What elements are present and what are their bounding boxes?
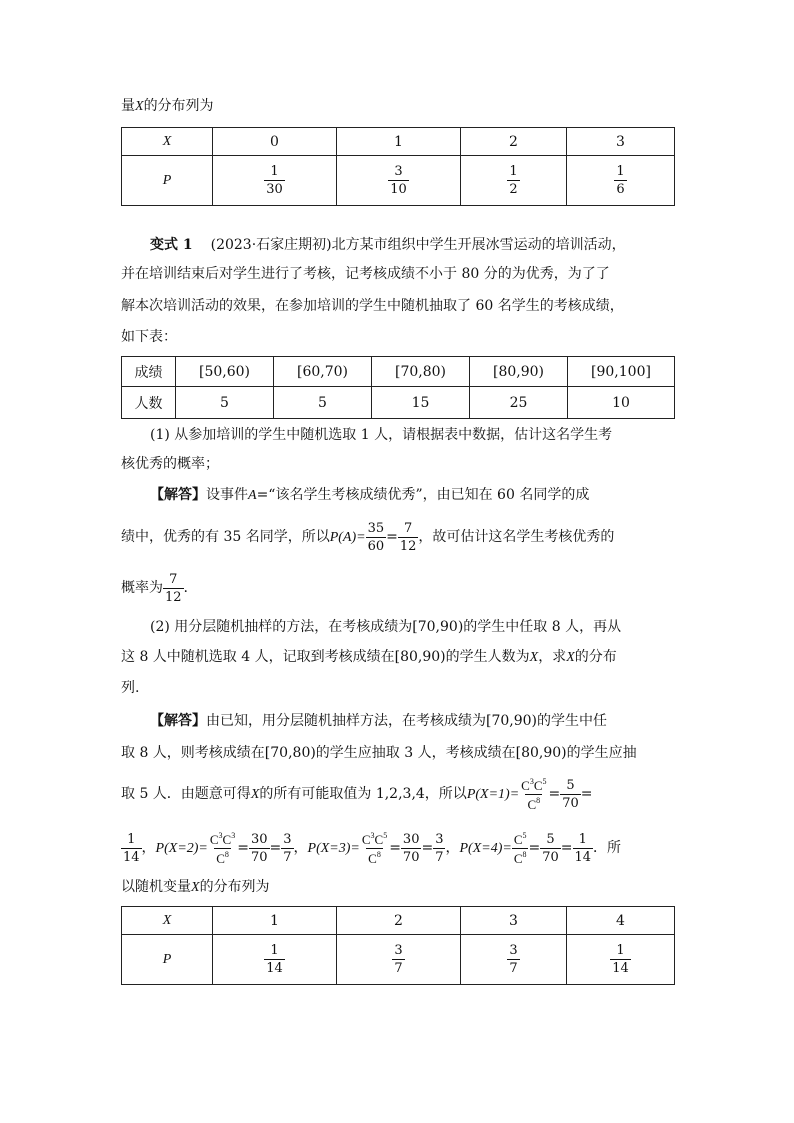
q2-answer-line-2: 取 8 人，则考核成绩在[70,80)的学生应抽取 3 人，考核成绩在[80,90)的学生应抽: [121, 745, 637, 761]
variant-line-2: 并在培训结束后对学生进行了考核，记考核成绩不小于 80 分的为优秀，为了了: [121, 266, 610, 282]
table-cell: 10: [568, 387, 675, 419]
q2-answer-line-1: 【解答】由已知，用分层随机抽样方法，在考核成绩为[70,90)的学生中任: [150, 713, 608, 729]
table-header-cell: P: [122, 156, 213, 206]
table-cell: 25: [470, 387, 568, 419]
table-cell: 4: [567, 907, 675, 935]
q2-line-3: 列.: [121, 680, 140, 696]
table-header-cell: P: [122, 935, 213, 985]
table-cell: 0: [213, 128, 337, 156]
table-cell: 1: [337, 128, 461, 156]
table-cell: [50,60): [176, 357, 274, 387]
distribution-table-bottom: [121, 906, 675, 985]
table-cell: $\frac{3}{10}$: [337, 156, 461, 206]
q1-line-1: (1) 从参加培训的学生中随机选取 1 人，请根据表中数据，估计这名学生考: [150, 427, 613, 443]
table-cell: 5: [274, 387, 372, 419]
table-cell: 3: [567, 128, 675, 156]
q2-answer-line-3: 取 5 人．由题意可得X的所有可能取值为 1,2,3,4，所以P(X=1)= $\frac{C^3C^5}{C^8}$ = $\frac{5}{70}$ =: [121, 776, 593, 812]
table-cell: [70,80): [372, 357, 470, 387]
variant-line-4: 如下表：: [121, 329, 177, 345]
distribution-table-top: [121, 127, 675, 206]
answer-label: 【解答】: [150, 487, 206, 503]
table-header-cell: X: [122, 907, 213, 935]
table-cell: [90,100]: [568, 357, 675, 387]
q1-answer-line-3: 概率为 $\frac{7}{12}$ .: [121, 571, 188, 605]
variant-label: 变式 1: [150, 237, 193, 253]
table-cell: 2: [461, 128, 567, 156]
scores-table: [121, 356, 675, 419]
table-cell: [80,90): [470, 357, 568, 387]
q1-answer-line-1: 【解答】设事件A=“该名学生考核成绩优秀”，由已知在 60 名同学的成: [150, 487, 590, 503]
table-cell: $\frac{1}{14}$: [567, 935, 675, 985]
q2-answer-line-6: 以随机变量X的分布列为: [121, 879, 270, 895]
q2-line-1: (2) 用分层随机抽样的方法，在考核成绩为[70,90)的学生中任取 8 人，再从: [150, 619, 622, 635]
table-header-cell: X: [122, 128, 213, 156]
variant-line-1: 变式 1 (2023·石家庄期初)北方某市组织中学生开展冰雪运动的培训活动，: [150, 237, 626, 253]
answer-label: 【解答】: [150, 713, 206, 729]
table-cell: 2: [337, 907, 461, 935]
table-header-cell: 成绩: [122, 357, 176, 387]
variant-source: (2023·石家庄期初): [210, 237, 332, 253]
intro-line: 量X的分布列为: [121, 98, 214, 114]
table-cell: 5: [176, 387, 274, 419]
table-cell: 1: [213, 907, 337, 935]
table-cell: $\frac{1}{2}$: [461, 156, 567, 206]
table-cell: $\frac{1}{14}$: [213, 935, 337, 985]
q1-line-2: 核优秀的概率；: [121, 456, 219, 472]
table-cell: $\frac{3}{7}$: [461, 935, 567, 985]
table-cell: [60,70): [274, 357, 372, 387]
table-cell: $\frac{3}{7}$: [337, 935, 461, 985]
table-cell: $\frac{1}{30}$: [213, 156, 337, 206]
variant-line-3: 解本次培训活动的效果，在参加培训的学生中随机抽取了 60 名学生的考核成绩，: [121, 298, 624, 314]
q1-answer-line-2: 绩中，优秀的有 35 名同学，所以P(A)= $\frac{35}{60}$ = $\frac{7}{12}$ ，故可估计这名学生考核优秀的: [121, 520, 615, 554]
table-cell: 3: [461, 907, 567, 935]
table-header-cell: 人数: [122, 387, 176, 419]
table-cell: $\frac{1}{6}$: [567, 156, 675, 206]
q2-answer-line-4: $\frac{1}{14}$ ，P(X=2)= $\frac{C^3C^3}{C^8}$ = $\frac{30}{70}$ = $\frac{3}{7}$ ，P(X=3)= $\frac{C^3C^5}{C^8}$ = $\frac{30}{70}$ = $\frac{3}{7}$ ，P(X=4)= $\frac{C^5}{C^8}$ = $\frac{5}{70}$ = $\frac{1}{14}$ ．所: [123, 830, 622, 866]
table-cell: 15: [372, 387, 470, 419]
q2-line-2: 这 8 人中随机选取 4 人，记取到考核成绩在[80,90)的学生人数为X，求X的分布: [121, 649, 617, 665]
